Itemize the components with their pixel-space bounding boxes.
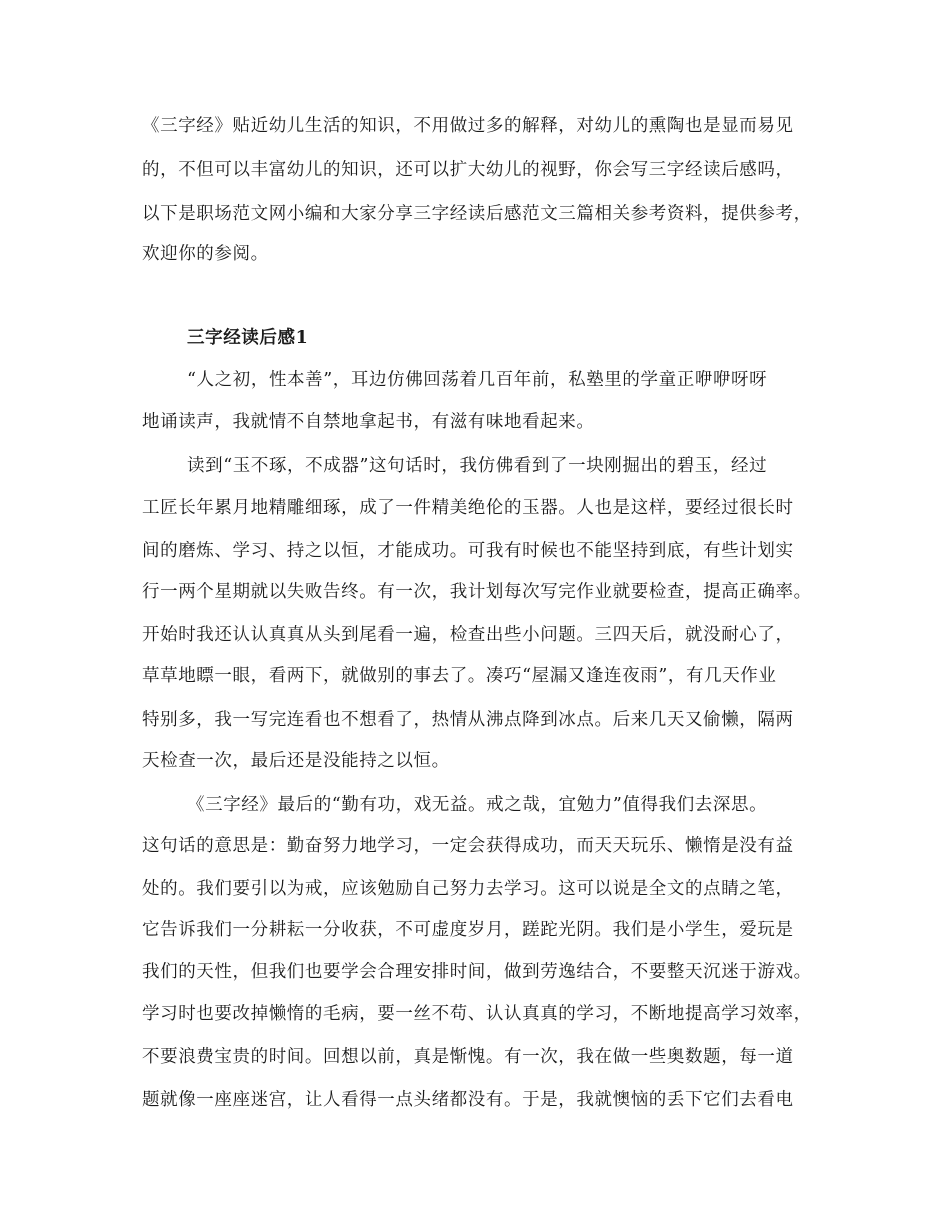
paragraph-line: 间的磨炼、学习、持之以恒，才能成功。可我有时候也不能坚持到底，有些计划实 bbox=[142, 541, 794, 561]
paragraph-line: 处的。我们要引以为戒，应该勉励自己努力去学习。这可以说是全文的点睛之笔， bbox=[142, 879, 794, 899]
paragraph-line: 读到“玉不琢，不成器”这句话时，我仿佛看到了一块刚掘出的碧玉，经过 bbox=[187, 456, 768, 476]
paragraph-line: 不要浪费宝贵的时间。回想以前，真是惭愧。有一次，我在做一些奥数题，每一道 bbox=[142, 1047, 794, 1067]
paragraph-line: 学习时也要改掉懒惰的毛病，要一丝不苟、认认真真的学习，不断地提高学习效率， bbox=[142, 1004, 812, 1024]
intro-line-4: 欢迎你的参阅。 bbox=[142, 244, 269, 264]
intro-line-3: 以下是职场范文网小编和大家分享三字经读后感范文三篇相关参考资料，提供参考， bbox=[142, 204, 812, 224]
intro-line-1: 《三字经》贴近幼儿生活的知识，不用做过多的解释，对幼儿的熏陶也是显而易见 bbox=[142, 116, 794, 136]
paragraph-line: 题就像一座座迷宫，让人看得一点头绪都没有。于是，我就懊恼的丢下它们去看电 bbox=[142, 1090, 794, 1110]
paragraph-line: “人之初，性本善”，耳边仿佛回荡着几百年前，私塾里的学童正咿咿呀呀 bbox=[187, 370, 768, 390]
intro-line-2: 的，不但可以丰富幼儿的知识，还可以扩大幼儿的视野，你会写三字经读后感吗， bbox=[142, 160, 794, 180]
paragraph-line: 开始时我还认认真真从头到尾看一遍，检查出些小问题。三四天后，就没耐心了， bbox=[142, 625, 794, 645]
paragraph-line: 特别多，我一写完连看也不想看了，热情从沸点降到冰点。后来几天又偷懒，隔两 bbox=[142, 710, 794, 730]
paragraph-line: 行一两个星期就以失败告终。有一次，我计划每次写完作业就要检查，提高正确率。 bbox=[142, 582, 812, 602]
section-heading: 三字经读后感1 bbox=[187, 328, 309, 348]
paragraph-line: 我们的天性，但我们也要学会合理安排时间，做到劳逸结合，不要整天沉迷于游戏。 bbox=[142, 962, 812, 982]
paragraph-line: 天检查一次，最后还是没能持之以恒。 bbox=[142, 751, 450, 771]
paragraph-line: 它告诉我们一分耕耘一分收获，不可虚度岁月，蹉跎光阴。我们是小学生，爱玩是 bbox=[142, 920, 794, 940]
paragraph-line: 这句话的意思是：勤奋努力地学习，一定会获得成功，而天天玩乐、懒惰是没有益 bbox=[142, 836, 794, 856]
paragraph-line: 地诵读声，我就情不自禁地拿起书，有滋有味地看起来。 bbox=[142, 412, 595, 432]
paragraph-line: 草草地瞟一眼，看两下，就做别的事去了。凑巧“屋漏又逢连夜雨”，有几天作业 bbox=[142, 666, 777, 686]
paragraph-line: 《三字经》最后的“勤有功，戏无益。戒之哉，宜勉力”值得我们去深思。 bbox=[187, 795, 768, 815]
paragraph-line: 工匠长年累月地精雕细琢，成了一件精美绝伦的玉器。人也是这样，要经过很长时 bbox=[142, 498, 794, 518]
